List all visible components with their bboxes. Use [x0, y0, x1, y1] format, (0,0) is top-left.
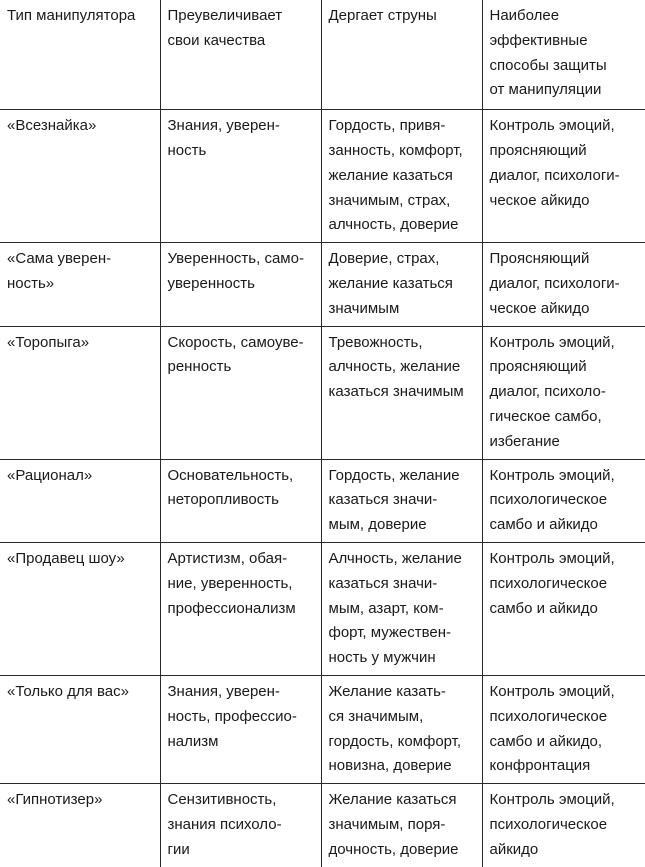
cell-text-line: самбо и айкидо,	[489, 732, 603, 750]
cell-text-line: знания психоло-	[167, 815, 282, 833]
cell-text-line: мым, азарт, ком-	[328, 599, 444, 617]
cell-text-line: новизна, доверие	[328, 757, 452, 775]
cell-text-line: Сензитивность,	[167, 791, 277, 809]
cell-text-line: желание казаться	[328, 166, 453, 184]
cell-text-line: ность	[167, 141, 207, 159]
cell-text-line: психологическое	[489, 707, 608, 725]
cell-text-line: Гордость, желание	[328, 466, 460, 484]
cell-text-line: Контроль эмоций,	[489, 117, 615, 135]
cell-exaggerated-qualities	[160, 675, 321, 783]
cell-text-line: Дергает струны	[328, 7, 437, 24]
cell-pulled-strings	[321, 459, 482, 542]
cell-exaggerated-qualities	[160, 326, 321, 459]
cell-text-line: Контроль эмоций,	[489, 466, 615, 484]
cell-text-line: ческое айкидо	[489, 191, 590, 209]
cell-text-line: нализм	[167, 732, 219, 750]
cell-text-line: дочность, доверие	[328, 840, 459, 858]
cell-text-line: Артистизм, обая-	[167, 549, 288, 567]
cell-text-line: Знания, уверен-	[167, 682, 280, 700]
cell-text-line: Гордость, привя-	[328, 117, 446, 135]
cell-manipulator-type	[0, 675, 160, 783]
cell-text-line: профессионализм	[167, 599, 296, 617]
cell-exaggerated-qualities	[160, 110, 321, 243]
cell-text-line: «Продавец шоу»	[7, 549, 125, 567]
cell-exaggerated-qualities	[160, 784, 321, 867]
cell-manipulator-type	[0, 542, 160, 675]
cell-pulled-strings	[321, 542, 482, 675]
cell-manipulator-type	[0, 243, 160, 326]
cell-text-line: «Сама уверен-	[7, 250, 112, 268]
cell-text-line: Знания, уверен-	[167, 117, 280, 135]
cell-text-line: казаться значи-	[328, 491, 438, 509]
cell-text-line: мым, доверие	[328, 516, 427, 534]
cell-text-line: Желание казать-	[328, 682, 446, 700]
cell-text-line: Скорость, самоуве-	[167, 333, 304, 351]
cell-text-line: уверенность	[167, 274, 255, 292]
cell-defense-methods	[482, 243, 645, 326]
cell-text-line: Алчность, желание	[328, 549, 462, 567]
cell-text-line: самбо и айкидо	[489, 516, 598, 534]
table-row	[0, 675, 645, 783]
cell-text-line: казаться значи-	[328, 574, 438, 592]
cell-pulled-strings	[321, 243, 482, 326]
table-header-row	[0, 0, 645, 110]
cell-text-line: Тревожность,	[328, 333, 423, 351]
cell-text-line: Контроль эмоций,	[489, 791, 615, 809]
cell-text-line: ся значимым,	[328, 707, 424, 725]
cell-text-line: Преувеличивает	[167, 7, 283, 24]
table-row	[0, 326, 645, 459]
cell-text-line: значимым	[328, 299, 400, 317]
table-row	[0, 243, 645, 326]
cell-text-line: казаться значимым	[328, 383, 464, 401]
cell-defense-methods	[482, 459, 645, 542]
cell-text-line: алчность, желание	[328, 358, 461, 376]
cell-text-line: форт, мужествен-	[328, 624, 452, 642]
cell-pulled-strings	[321, 110, 482, 243]
cell-text-line: ческое айкидо	[489, 299, 590, 317]
cell-text-line: избегание	[489, 432, 560, 450]
cell-text-line: диалог, психологи-	[489, 166, 620, 184]
cell-text-line: «Рационал»	[7, 466, 93, 484]
cell-text-line: ность у мужчин	[328, 649, 436, 667]
cell-text-line: неторопливость	[167, 491, 279, 509]
cell-text-line: гордость, комфорт,	[328, 732, 462, 750]
cell-defense-methods	[482, 784, 645, 867]
cell-text-line: Наиболее	[489, 7, 560, 24]
header-defense-methods	[482, 0, 645, 110]
cell-text-line: диалог, психоло-	[489, 383, 606, 401]
cell-text-line: свои качества	[167, 31, 266, 49]
cell-text-line: самбо и айкидо	[489, 599, 598, 617]
header-manipulator-type	[0, 0, 160, 110]
cell-defense-methods	[482, 542, 645, 675]
header-exaggerated-qualities	[160, 0, 321, 110]
cell-text-line: психологическое	[489, 574, 608, 592]
table-row	[0, 542, 645, 675]
cell-text-line: «Всезнайка»	[7, 117, 97, 135]
cell-text-line: алчность, доверие	[328, 216, 459, 234]
cell-text-line: Доверие, страх,	[328, 250, 440, 268]
cell-pulled-strings	[321, 326, 482, 459]
cell-exaggerated-qualities	[160, 542, 321, 675]
cell-text-line: занность, комфорт,	[328, 141, 463, 159]
cell-manipulator-type	[0, 326, 160, 459]
cell-text-line: Проясняющий	[489, 250, 590, 268]
cell-pulled-strings	[321, 784, 482, 867]
cell-text-line: Уверенность, само-	[167, 250, 304, 268]
cell-text-line: проясняющий	[489, 358, 587, 376]
cell-text-line: ние, уверенность,	[167, 574, 293, 592]
cell-manipulator-type	[0, 459, 160, 542]
cell-text-line: способы защиты	[489, 56, 607, 74]
cell-text-line: конфронтация	[489, 757, 591, 775]
cell-defense-methods	[482, 326, 645, 459]
cell-text-line: психологическое	[489, 815, 608, 833]
header-pulled-strings	[321, 0, 482, 110]
cell-defense-methods	[482, 110, 645, 243]
cell-text-line: Контроль эмоций,	[489, 549, 615, 567]
cell-text-line: айкидо	[489, 840, 539, 858]
table-row	[0, 459, 645, 542]
cell-text-line: желание казаться	[328, 274, 453, 292]
cell-text-line: Контроль эмоций,	[489, 682, 615, 700]
cell-text-line: диалог, психологи-	[489, 274, 620, 292]
cell-manipulator-type	[0, 110, 160, 243]
cell-text-line: «Только для вас»	[7, 682, 129, 700]
cell-text-line: эффективные	[489, 31, 588, 49]
cell-pulled-strings	[321, 675, 482, 783]
cell-text-line: гическое самбо,	[489, 407, 602, 425]
cell-text-line: психологическое	[489, 491, 608, 509]
cell-text-line: проясняющий	[489, 141, 587, 159]
cell-text-line: значимым, поря-	[328, 815, 446, 833]
cell-text-line: Желание казаться	[328, 791, 457, 809]
cell-text-line: ренность	[167, 358, 232, 376]
cell-text-line: «Гипнотизер»	[7, 791, 103, 809]
cell-text-line: ность, профессио-	[167, 707, 297, 725]
cell-text-line: Контроль эмоций,	[489, 333, 615, 351]
table-row	[0, 784, 645, 867]
cell-exaggerated-qualities	[160, 459, 321, 542]
cell-exaggerated-qualities	[160, 243, 321, 326]
cell-text-line: ность»	[7, 274, 55, 292]
cell-text-line: Основательность,	[167, 466, 294, 484]
cell-defense-methods	[482, 675, 645, 783]
table-row	[0, 110, 645, 243]
cell-text-line: Тип манипулятора	[7, 7, 136, 24]
cell-manipulator-type	[0, 784, 160, 867]
cell-text-line: «Торопыга»	[7, 333, 90, 351]
cell-text-line: от манипуляции	[489, 81, 602, 99]
cell-text-line: гии	[167, 840, 190, 858]
table-body	[0, 110, 645, 867]
cell-text-line: значимым, страх,	[328, 191, 451, 209]
